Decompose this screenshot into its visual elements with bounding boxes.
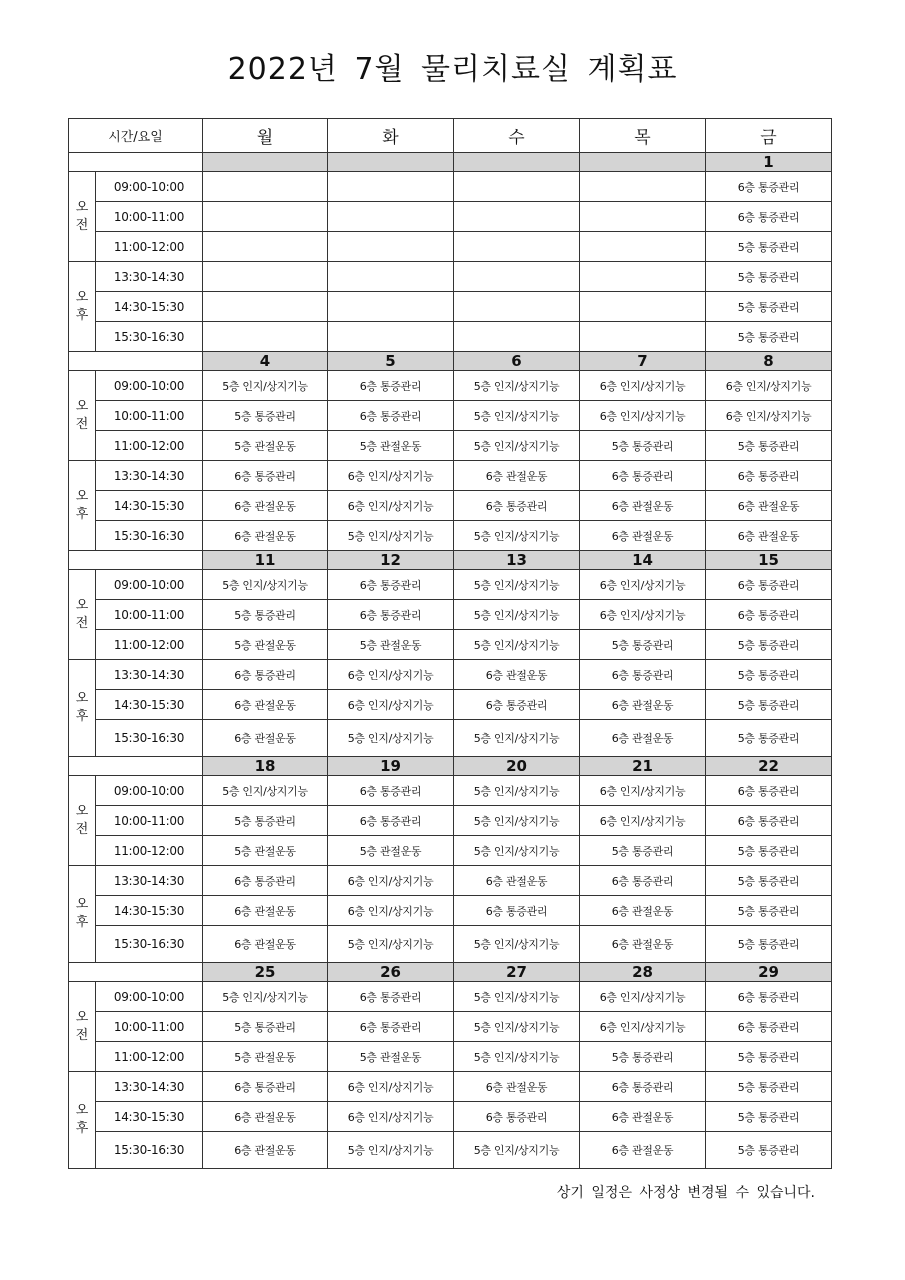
schedule-cell-mon xyxy=(203,232,328,262)
page-title: 2022년 7월 물리치료실 계획표 xyxy=(227,52,678,87)
schedule-cell-thu: 5층 통증관리 xyxy=(580,836,706,866)
time-slot-label: 11:00-12:00 xyxy=(96,836,203,866)
date-cell-wed xyxy=(454,153,580,172)
schedule-cell-fri: 5층 통증관리 xyxy=(706,896,832,926)
schedule-row xyxy=(69,401,832,431)
date-row xyxy=(69,153,832,172)
schedule-cell-thu: 6층 관절운동 xyxy=(580,1132,706,1169)
time-slot-label: 14:30-15:30 xyxy=(96,896,203,926)
time-slot-label: 10:00-11:00 xyxy=(96,1012,203,1042)
schedule-cell-fri: 5층 통증관리 xyxy=(706,690,832,720)
period-pm-label: 오 후 xyxy=(69,1072,96,1169)
schedule-cell-mon: 6층 관절운동 xyxy=(203,491,328,521)
schedule-cell-mon: 6층 관절운동 xyxy=(203,521,328,551)
time-slot-label: 13:30-14:30 xyxy=(96,461,203,491)
date-cell-thu: 28 xyxy=(580,963,706,982)
schedule-cell-mon: 5층 인지/상지기능 xyxy=(203,982,328,1012)
date-row-spacer xyxy=(69,757,203,776)
schedule-row xyxy=(69,866,832,896)
schedule-row xyxy=(69,1012,832,1042)
schedule-cell-mon xyxy=(203,292,328,322)
period-am-label: 오 전 xyxy=(69,982,96,1072)
schedule-cell-mon: 6층 관절운동 xyxy=(203,1102,328,1132)
schedule-cell-fri: 6층 통증관리 xyxy=(706,172,832,202)
date-cell-mon: 4 xyxy=(203,352,328,371)
schedule-row xyxy=(69,630,832,660)
schedule-cell-fri: 5층 통증관리 xyxy=(706,232,832,262)
time-slot-label: 14:30-15:30 xyxy=(96,690,203,720)
schedule-cell-wed: 5층 인지/상지기능 xyxy=(454,401,580,431)
schedule-cell-tue xyxy=(328,172,454,202)
date-row xyxy=(69,963,832,982)
schedule-cell-mon: 5층 관절운동 xyxy=(203,836,328,866)
schedule-cell-thu: 6층 통증관리 xyxy=(580,866,706,896)
schedule-cell-mon xyxy=(203,172,328,202)
date-row-spacer xyxy=(69,551,203,570)
schedule-cell-wed: 5층 인지/상지기능 xyxy=(454,630,580,660)
schedule-cell-fri: 5층 통증관리 xyxy=(706,1072,832,1102)
schedule-cell-tue: 6층 인지/상지기능 xyxy=(328,896,454,926)
date-row xyxy=(69,551,832,570)
date-cell-wed: 13 xyxy=(454,551,580,570)
time-slot-label: 15:30-16:30 xyxy=(96,521,203,551)
schedule-cell-tue: 6층 인지/상지기능 xyxy=(328,690,454,720)
time-slot-label: 13:30-14:30 xyxy=(96,262,203,292)
schedule-cell-wed: 5층 인지/상지기능 xyxy=(454,836,580,866)
schedule-cell-tue: 5층 인지/상지기능 xyxy=(328,1132,454,1169)
header-row xyxy=(69,119,832,153)
time-slot-label: 10:00-11:00 xyxy=(96,806,203,836)
schedule-row xyxy=(69,806,832,836)
schedule-cell-mon: 6층 관절운동 xyxy=(203,896,328,926)
schedule-cell-wed: 6층 관절운동 xyxy=(454,1072,580,1102)
schedule-cell-wed: 5층 인지/상지기능 xyxy=(454,776,580,806)
time-slot-label: 14:30-15:30 xyxy=(96,1102,203,1132)
time-slot-label: 10:00-11:00 xyxy=(96,401,203,431)
schedule-cell-thu: 6층 관절운동 xyxy=(580,521,706,551)
schedule-cell-tue: 5층 관절운동 xyxy=(328,630,454,660)
schedule-cell-wed: 6층 통증관리 xyxy=(454,491,580,521)
schedule-row xyxy=(69,172,832,202)
schedule-cell-thu xyxy=(580,262,706,292)
day-header-mon: 월 xyxy=(203,119,328,153)
schedule-cell-fri: 6층 통증관리 xyxy=(706,776,832,806)
schedule-row xyxy=(69,292,832,322)
period-am-label: 오 전 xyxy=(69,570,96,660)
schedule-cell-fri: 6층 통증관리 xyxy=(706,600,832,630)
schedule-cell-mon: 6층 관절운동 xyxy=(203,720,328,757)
time-day-header: 시간/요일 xyxy=(69,119,203,153)
schedule-body xyxy=(69,153,832,1169)
day-header-fri: 금 xyxy=(706,119,832,153)
schedule-row xyxy=(69,836,832,866)
time-slot-label: 15:30-16:30 xyxy=(96,1132,203,1169)
date-row xyxy=(69,352,832,371)
schedule-cell-wed: 5층 인지/상지기능 xyxy=(454,806,580,836)
date-cell-fri: 15 xyxy=(706,551,832,570)
date-cell-thu: 14 xyxy=(580,551,706,570)
schedule-cell-tue: 6층 인지/상지기능 xyxy=(328,461,454,491)
schedule-cell-fri: 5층 통증관리 xyxy=(706,262,832,292)
date-cell-tue: 12 xyxy=(328,551,454,570)
schedule-cell-tue: 6층 통증관리 xyxy=(328,401,454,431)
date-cell-thu xyxy=(580,153,706,172)
date-cell-tue: 19 xyxy=(328,757,454,776)
time-slot-label: 09:00-10:00 xyxy=(96,776,203,806)
date-cell-fri: 8 xyxy=(706,352,832,371)
time-slot-label: 09:00-10:00 xyxy=(96,570,203,600)
schedule-cell-fri: 5층 통증관리 xyxy=(706,292,832,322)
period-pm-label: 오 후 xyxy=(69,461,96,551)
schedule-cell-thu: 6층 인지/상지기능 xyxy=(580,1012,706,1042)
schedule-cell-fri: 6층 통증관리 xyxy=(706,461,832,491)
schedule-cell-fri: 5층 통증관리 xyxy=(706,836,832,866)
schedule-cell-tue: 6층 인지/상지기능 xyxy=(328,491,454,521)
time-slot-label: 15:30-16:30 xyxy=(96,926,203,963)
schedule-cell-fri: 6층 통증관리 xyxy=(706,202,832,232)
time-slot-label: 09:00-10:00 xyxy=(96,371,203,401)
schedule-cell-tue: 5층 관절운동 xyxy=(328,1042,454,1072)
schedule-cell-wed: 6층 통증관리 xyxy=(454,690,580,720)
schedule-cell-wed: 5층 인지/상지기능 xyxy=(454,600,580,630)
time-slot-label: 13:30-14:30 xyxy=(96,866,203,896)
schedule-cell-tue: 5층 인지/상지기능 xyxy=(328,720,454,757)
date-cell-tue: 26 xyxy=(328,963,454,982)
schedule-cell-thu: 6층 관절운동 xyxy=(580,1102,706,1132)
schedule-cell-fri: 6층 관절운동 xyxy=(706,491,832,521)
schedule-cell-thu xyxy=(580,232,706,262)
period-am-label: 오 전 xyxy=(69,172,96,262)
schedule-cell-wed: 6층 관절운동 xyxy=(454,660,580,690)
period-pm-label: 오 후 xyxy=(69,262,96,352)
date-cell-mon: 25 xyxy=(203,963,328,982)
schedule-row xyxy=(69,720,832,757)
schedule-cell-thu: 6층 관절운동 xyxy=(580,926,706,963)
schedule-cell-wed: 5층 인지/상지기능 xyxy=(454,720,580,757)
schedule-row xyxy=(69,926,832,963)
schedule-cell-fri: 6층 관절운동 xyxy=(706,521,832,551)
schedule-cell-thu: 6층 통증관리 xyxy=(580,1072,706,1102)
schedule-cell-wed xyxy=(454,262,580,292)
schedule-cell-thu: 6층 통증관리 xyxy=(580,660,706,690)
schedule-cell-fri: 6층 인지/상지기능 xyxy=(706,371,832,401)
schedule-cell-mon xyxy=(203,262,328,292)
schedule-cell-thu: 6층 인지/상지기능 xyxy=(580,776,706,806)
schedule-cell-mon: 6층 통증관리 xyxy=(203,461,328,491)
schedule-cell-fri: 5층 통증관리 xyxy=(706,1042,832,1072)
schedule-cell-mon: 6층 통증관리 xyxy=(203,1072,328,1102)
schedule-cell-wed xyxy=(454,172,580,202)
schedule-cell-wed: 5층 인지/상지기능 xyxy=(454,521,580,551)
schedule-cell-fri: 6층 통증관리 xyxy=(706,1012,832,1042)
schedule-cell-wed xyxy=(454,202,580,232)
period-pm-label: 오 후 xyxy=(69,660,96,757)
schedule-cell-mon: 5층 관절운동 xyxy=(203,630,328,660)
schedule-cell-wed: 5층 인지/상지기능 xyxy=(454,431,580,461)
schedule-cell-wed: 5층 인지/상지기능 xyxy=(454,982,580,1012)
schedule-cell-mon: 6층 통증관리 xyxy=(203,660,328,690)
schedule-cell-wed: 6층 관절운동 xyxy=(454,461,580,491)
schedule-cell-mon: 5층 통증관리 xyxy=(203,600,328,630)
schedule-cell-tue xyxy=(328,262,454,292)
schedule-row xyxy=(69,371,832,401)
time-slot-label: 10:00-11:00 xyxy=(96,202,203,232)
schedule-cell-fri: 6층 통증관리 xyxy=(706,982,832,1012)
schedule-cell-tue: 6층 통증관리 xyxy=(328,600,454,630)
schedule-cell-wed: 5층 인지/상지기능 xyxy=(454,1042,580,1072)
time-slot-label: 15:30-16:30 xyxy=(96,720,203,757)
period-pm-label: 오 후 xyxy=(69,866,96,963)
schedule-cell-tue: 5층 인지/상지기능 xyxy=(328,926,454,963)
schedule-cell-thu: 5층 통증관리 xyxy=(580,1042,706,1072)
time-slot-label: 09:00-10:00 xyxy=(96,172,203,202)
schedule-cell-tue xyxy=(328,322,454,352)
schedule-cell-tue: 6층 통증관리 xyxy=(328,371,454,401)
date-cell-fri: 1 xyxy=(706,153,832,172)
schedule-cell-wed: 6층 통증관리 xyxy=(454,896,580,926)
schedule-cell-thu: 6층 인지/상지기능 xyxy=(580,806,706,836)
schedule-cell-thu: 6층 통증관리 xyxy=(580,461,706,491)
time-slot-label: 11:00-12:00 xyxy=(96,431,203,461)
schedule-cell-tue: 5층 관절운동 xyxy=(328,836,454,866)
schedule-cell-fri: 5층 통증관리 xyxy=(706,431,832,461)
schedule-cell-fri: 6층 통증관리 xyxy=(706,570,832,600)
date-cell-fri: 29 xyxy=(706,963,832,982)
schedule-row xyxy=(69,1042,832,1072)
time-slot-label: 14:30-15:30 xyxy=(96,292,203,322)
schedule-cell-thu: 6층 관절운동 xyxy=(580,690,706,720)
schedule-cell-fri: 5층 통증관리 xyxy=(706,720,832,757)
schedule-row xyxy=(69,202,832,232)
date-cell-wed: 6 xyxy=(454,352,580,371)
time-slot-label: 14:30-15:30 xyxy=(96,491,203,521)
footnote: 상기 일정은 사정상 변경될 수 있습니다. xyxy=(556,1185,815,1201)
schedule-cell-thu xyxy=(580,172,706,202)
schedule-cell-tue xyxy=(328,202,454,232)
date-cell-mon xyxy=(203,153,328,172)
time-slot-label: 15:30-16:30 xyxy=(96,322,203,352)
schedule-cell-mon: 5층 통증관리 xyxy=(203,401,328,431)
schedule-cell-tue: 6층 통증관리 xyxy=(328,776,454,806)
schedule-row xyxy=(69,690,832,720)
schedule-cell-fri: 5층 통증관리 xyxy=(706,322,832,352)
schedule-cell-thu: 6층 관절운동 xyxy=(580,491,706,521)
schedule-cell-wed xyxy=(454,322,580,352)
time-slot-label: 09:00-10:00 xyxy=(96,982,203,1012)
date-cell-mon: 18 xyxy=(203,757,328,776)
date-cell-wed: 20 xyxy=(454,757,580,776)
schedule-cell-wed: 5층 인지/상지기능 xyxy=(454,1132,580,1169)
schedule-row xyxy=(69,660,832,690)
schedule-cell-thu: 6층 인지/상지기능 xyxy=(580,600,706,630)
schedule-cell-mon: 5층 관절운동 xyxy=(203,1042,328,1072)
period-am-label: 오 전 xyxy=(69,776,96,866)
schedule-cell-tue: 6층 인지/상지기능 xyxy=(328,1072,454,1102)
day-header-thu: 목 xyxy=(580,119,706,153)
time-slot-label: 11:00-12:00 xyxy=(96,232,203,262)
schedule-cell-mon: 6층 관절운동 xyxy=(203,1132,328,1169)
schedule-row xyxy=(69,322,832,352)
schedule-cell-thu xyxy=(580,202,706,232)
schedule-cell-wed xyxy=(454,232,580,262)
schedule-cell-wed: 6층 관절운동 xyxy=(454,866,580,896)
schedule-cell-mon: 5층 관절운동 xyxy=(203,431,328,461)
schedule-cell-thu: 6층 관절운동 xyxy=(580,896,706,926)
schedule-row xyxy=(69,776,832,806)
schedule-cell-mon: 5층 인지/상지기능 xyxy=(203,570,328,600)
schedule-cell-tue: 6층 통증관리 xyxy=(328,982,454,1012)
period-am-label: 오 전 xyxy=(69,371,96,461)
schedule-cell-thu: 6층 인지/상지기능 xyxy=(580,401,706,431)
schedule-cell-wed: 5층 인지/상지기능 xyxy=(454,1012,580,1042)
schedule-cell-thu: 5층 통증관리 xyxy=(580,431,706,461)
schedule-cell-fri: 5층 통증관리 xyxy=(706,926,832,963)
schedule-cell-tue: 6층 통증관리 xyxy=(328,1012,454,1042)
date-cell-tue xyxy=(328,153,454,172)
schedule-cell-mon xyxy=(203,202,328,232)
schedule-row xyxy=(69,491,832,521)
schedule-row xyxy=(69,1132,832,1169)
schedule-row xyxy=(69,982,832,1012)
schedule-row xyxy=(69,431,832,461)
schedule-cell-tue: 6층 인지/상지기능 xyxy=(328,660,454,690)
schedule-cell-mon: 5층 인지/상지기능 xyxy=(203,776,328,806)
schedule-cell-mon: 6층 관절운동 xyxy=(203,926,328,963)
date-row-spacer xyxy=(69,963,203,982)
schedule-cell-fri: 5층 통증관리 xyxy=(706,660,832,690)
schedule-row xyxy=(69,262,832,292)
schedule-cell-tue: 6층 인지/상지기능 xyxy=(328,1102,454,1132)
date-row xyxy=(69,757,832,776)
schedule-cell-mon: 5층 통증관리 xyxy=(203,1012,328,1042)
schedule-cell-thu xyxy=(580,322,706,352)
day-header-tue: 화 xyxy=(328,119,454,153)
date-cell-mon: 11 xyxy=(203,551,328,570)
schedule-cell-fri: 5층 통증관리 xyxy=(706,630,832,660)
date-cell-thu: 21 xyxy=(580,757,706,776)
schedule-cell-tue: 5층 관절운동 xyxy=(328,431,454,461)
schedule-cell-tue xyxy=(328,232,454,262)
schedule-cell-wed xyxy=(454,292,580,322)
schedule-cell-wed: 5층 인지/상지기능 xyxy=(454,570,580,600)
schedule-row xyxy=(69,232,832,262)
date-row-spacer xyxy=(69,153,203,172)
schedule-cell-tue: 6층 통증관리 xyxy=(328,570,454,600)
schedule-cell-fri: 5층 통증관리 xyxy=(706,1102,832,1132)
schedule-cell-wed: 6층 통증관리 xyxy=(454,1102,580,1132)
date-row-spacer xyxy=(69,352,203,371)
schedule-cell-mon: 6층 관절운동 xyxy=(203,690,328,720)
schedule-cell-thu xyxy=(580,292,706,322)
schedule-row xyxy=(69,521,832,551)
schedule-cell-wed: 5층 인지/상지기능 xyxy=(454,371,580,401)
schedule-row xyxy=(69,896,832,926)
schedule-row xyxy=(69,570,832,600)
schedule-cell-fri: 5층 통증관리 xyxy=(706,1132,832,1169)
schedule-cell-mon: 5층 인지/상지기능 xyxy=(203,371,328,401)
schedule-cell-tue: 6층 인지/상지기능 xyxy=(328,866,454,896)
time-slot-label: 11:00-12:00 xyxy=(96,1042,203,1072)
schedule-cell-fri: 5층 통증관리 xyxy=(706,866,832,896)
schedule-row xyxy=(69,461,832,491)
schedule-cell-thu: 6층 인지/상지기능 xyxy=(580,371,706,401)
schedule-cell-thu: 6층 인지/상지기능 xyxy=(580,982,706,1012)
day-header-wed: 수 xyxy=(454,119,580,153)
date-cell-wed: 27 xyxy=(454,963,580,982)
time-slot-label: 13:30-14:30 xyxy=(96,1072,203,1102)
schedule-cell-tue: 6층 통증관리 xyxy=(328,806,454,836)
schedule-cell-mon: 6층 통증관리 xyxy=(203,866,328,896)
schedule-cell-thu: 5층 통증관리 xyxy=(580,630,706,660)
time-slot-label: 13:30-14:30 xyxy=(96,660,203,690)
schedule-cell-wed: 5층 인지/상지기능 xyxy=(454,926,580,963)
schedule-row xyxy=(69,1102,832,1132)
schedule-cell-mon xyxy=(203,322,328,352)
time-slot-label: 11:00-12:00 xyxy=(96,630,203,660)
schedule-cell-fri: 6층 인지/상지기능 xyxy=(706,401,832,431)
date-cell-tue: 5 xyxy=(328,352,454,371)
schedule-cell-tue: 5층 인지/상지기능 xyxy=(328,521,454,551)
schedule-row xyxy=(69,600,832,630)
schedule-table xyxy=(68,118,832,1169)
date-cell-fri: 22 xyxy=(706,757,832,776)
schedule-cell-tue xyxy=(328,292,454,322)
schedule-cell-thu: 6층 관절운동 xyxy=(580,720,706,757)
schedule-cell-fri: 6층 통증관리 xyxy=(706,806,832,836)
schedule-cell-thu: 6층 인지/상지기능 xyxy=(580,570,706,600)
schedule-cell-mon: 5층 통증관리 xyxy=(203,806,328,836)
date-cell-thu: 7 xyxy=(580,352,706,371)
time-slot-label: 10:00-11:00 xyxy=(96,600,203,630)
schedule-row xyxy=(69,1072,832,1102)
